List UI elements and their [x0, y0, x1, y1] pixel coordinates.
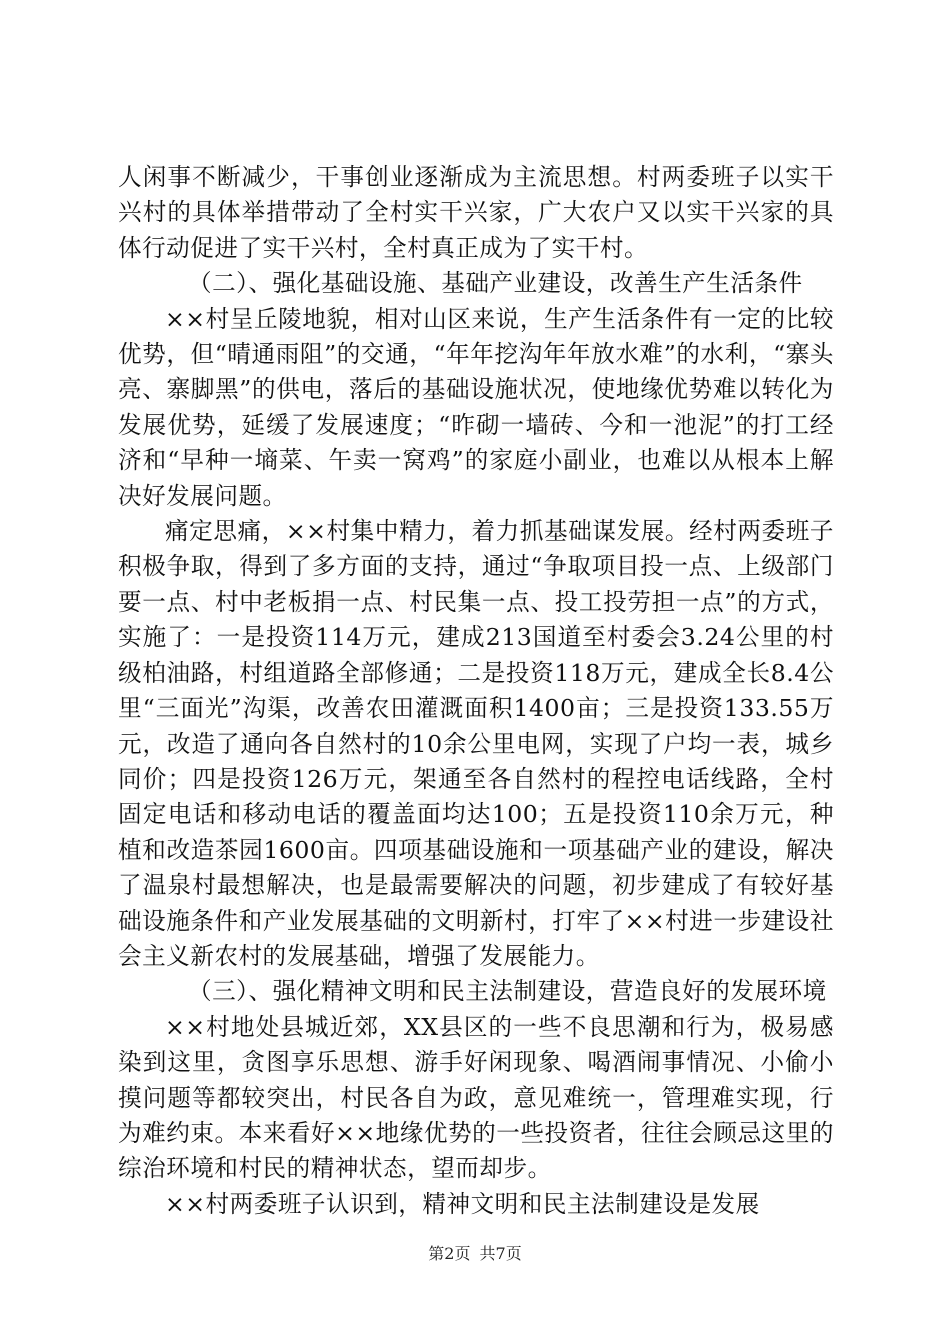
- page-number-total: 共7页: [479, 1244, 522, 1263]
- paragraph-environment: ××村地处县城近郊，XX县区的一些不良思潮和行为，极易感染到这里，贪图享乐思想、游手好闲现象、喝酒闹事情况、小偷小摸问题等都较突出，村民各自为政，意见难统一，管理难实现，行为难约束。本来看好××地缘优势的一些投资者，往往会顾忌这里的综治环境和村民的精神状态，望而却步。: [118, 1012, 834, 1183]
- section-heading-2: （二）、强化基础设施、基础产业建设，改善生产生活条件: [188, 269, 803, 298]
- page-footer: [0, 1241, 950, 1264]
- paragraph-continuation: 人闲事不断减少，干事创业逐渐成为主流思想。村两委班子以实干兴村的具体举措带动了全村实干兴家，广大农户又以实干兴家的具体行动促进了实干兴村，全村真正成为了实干村。: [118, 163, 834, 262]
- paragraph-infrastructure: 痛定思痛，××村集中精力，着力抓基础谋发展。经村两委班子积极争取，得到了多方面的支持，通过“争取项目投一点、上级部门要一点、村中老板捐一点、村民集一点、投工投劳担一点”的方式，实施了：一是投资114万元，建成213国道至村委会3.24公里的村级柏油路，村组道路全部修通；二是投资118万元，建成全长8.4公里“三面光”沟渠，改善农田灌溉面积1400亩；三是投资133.55万元，改造了通向各自然村的10余公里电网，实现了户均一表，城乡同价；四是投资126万元，架通至各自然村的程控电话线路，全村固定电话和移动电话的覆盖面均达100；五是投资110余万元，种植和改造茶园1600亩。四项基础设施和一项基础产业的建设，解决了温泉村最想解决，也是最需要解决的问题，初步建成了有较好基础设施条件和产业发展基础的文明新村，打牢了××村进一步建设社会主义新农村的发展基础，增强了发展能力。: [118, 517, 834, 970]
- section-heading-3: （三）、强化精神文明和民主法制建设，营造良好的发展环境: [188, 977, 827, 1006]
- page-number-current: 第2页: [428, 1244, 471, 1263]
- paragraph-recognition: ××村两委班子认识到，精神文明和民主法制建设是发展: [165, 1189, 760, 1218]
- document-body: [118, 160, 834, 1222]
- paragraph-terrain: ××村呈丘陵地貌，相对山区来说，生产生活条件有一定的比较优势，但“晴通雨阻”的交通，“年年挖沟年年放水难”的水利，“寨头亮、寨脚黑”的供电，落后的基础设施状况，使地缘优势难以转化为发展优势，延缓了发展速度；“昨砌一墙砖、今和一池泥”的打工经济和“早种一墒菜、午卖一窝鸡”的家庭小副业，也难以从根本上解决好发展问题。: [118, 304, 834, 510]
